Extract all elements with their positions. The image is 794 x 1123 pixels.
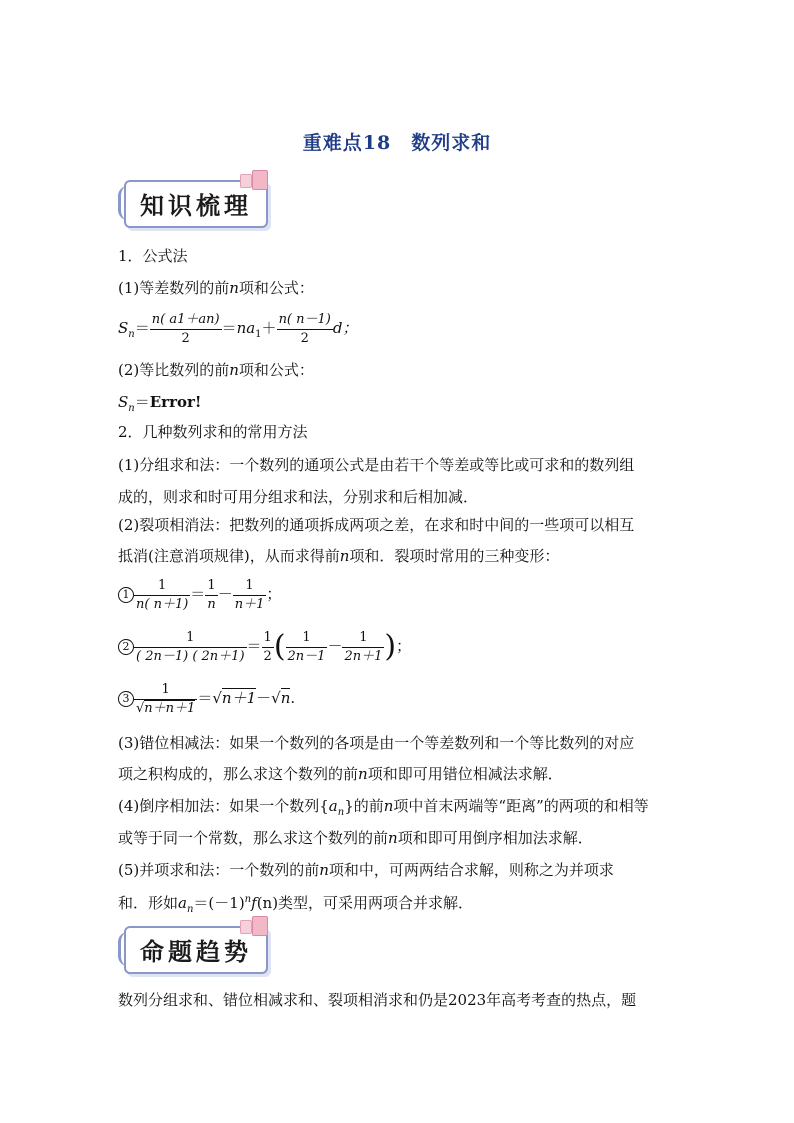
error-text: Error! <box>149 393 202 411</box>
fraction: $\frac{1}{( 2n-1) ( 2n+1)}$ <box>136 629 245 664</box>
paragraph-line: (1)等差数列的前n项和公式： <box>118 279 314 297</box>
paragraph-line: 数列分组求和、错位相减求和、裂项相消求和仍是2023年高考考查的热点，题 <box>118 991 637 1009</box>
pink-clip-icon <box>252 170 268 190</box>
pink-clip-icon <box>252 916 268 936</box>
fraction: $\frac{1}{n}$ <box>207 577 216 612</box>
circled-number: 3 <box>118 691 134 707</box>
paragraph-line: 抵消(注意消项规律)，从而求得前n项和．裂项时常用的三种变形： <box>118 547 560 565</box>
fraction: $\frac{1}{2n-1}$ <box>287 629 326 664</box>
fraction: $\frac{1}{n( n+1)}$ <box>136 577 189 612</box>
paragraph-line: 和．形如$a_n=(-1)^nf(n)$类型，可采用两项合并求解． <box>118 894 474 915</box>
fraction: $\frac{n( a1+an)}{2}$ <box>151 311 220 346</box>
circled-number: 1 <box>118 587 134 603</box>
paragraph-line: 或等于同一个常数，那么求这个数列的前n项和即可用倒序相加法求解． <box>118 829 593 847</box>
section-banner-knowledge <box>118 176 270 228</box>
paragraph-line: (2)裂项相消法：把数列的通项拆成两项之差，在求和时中间的一些项可以相互 <box>118 516 635 534</box>
fraction: $\frac{1}{2n+1}$ <box>344 629 383 664</box>
page-title: 重难点18 数列求和 <box>302 132 492 154</box>
fraction: $\frac{1}{n+1}$ <box>234 577 265 612</box>
heading-formula-method: 1．公式法 <box>118 247 188 265</box>
paragraph-line: (5)并项求和法：一个数列的前n项和中，可两两结合求解，则称之为并项求 <box>118 861 614 879</box>
section-banner-trend <box>118 922 270 974</box>
geometric-sum-formula: $S_n=Error$! <box>118 393 202 414</box>
banner-label: 命题趋势 <box>140 937 252 966</box>
fraction: $\frac{1}{2}$ <box>263 629 272 664</box>
split-formula-3: 3 $\frac{1}{√n+n+1}$ ＝√n＋1－√n. <box>118 678 295 718</box>
split-formula-2: 2 $\frac{1}{( 2n-1) ( 2n+1)}$ ＝ $\frac{1}{2}$ ( $\frac{1}{2n-1}$ － $\frac{1}{2n+1}$ )； <box>118 624 411 669</box>
split-formula-1: 1 $\frac{1}{n( n+1)}$ ＝ $\frac{1}{n}$ － $\frac{1}{n+1}$ ； <box>118 574 281 614</box>
paragraph-line: (4)倒序相加法：如果一个数列$\{a_n\}$的前n项中首末两端等“距离”的两项的和相等 <box>118 797 649 818</box>
sqrt-sum: √n＋n＋1 <box>136 700 196 716</box>
arithmetic-sum-formula: $S_n=$ $\frac{n( a1+an)}{2}$ $=na_1+$ $\frac{n( n-1)}{2}$ d； <box>118 311 358 346</box>
paragraph-line: 成的，则求和时可用分组求和法，分别求和后相加减． <box>118 488 479 506</box>
fraction: $\frac{n( n-1)}{2}$ <box>278 311 331 346</box>
fraction: $\frac{1}{√n+n+1}$ <box>136 681 196 716</box>
circled-number: 2 <box>118 639 134 655</box>
paragraph-line: (1)分组求和法：一个数列的通项公式是由若干个等差或等比或可求和的数列组 <box>118 456 635 474</box>
heading-common-methods: 2．几种数列求和的常用方法 <box>118 423 308 441</box>
paragraph-line: 项之积构成的，那么求这个数列的前n项和即可用错位相减法求解． <box>118 765 563 783</box>
paragraph-line: (3)错位相减法：如果一个数列的各项是由一个等差数列和一个等比数列的对应 <box>118 734 635 752</box>
paragraph-line: (2)等比数列的前n项和公式： <box>118 361 314 379</box>
banner-label: 知识梳理 <box>140 191 252 220</box>
